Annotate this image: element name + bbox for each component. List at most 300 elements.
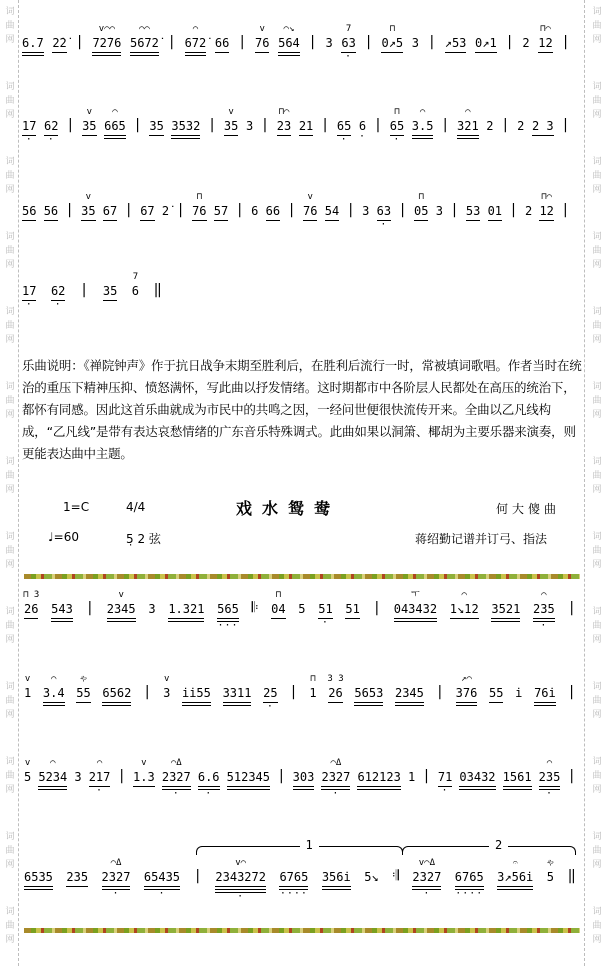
note-group	[486, 107, 493, 133]
beam-underline	[215, 889, 266, 890]
note-group	[163, 674, 170, 700]
note-text: 6765	[279, 870, 309, 884]
note-text: 67	[140, 204, 155, 218]
note-text: 23	[276, 119, 292, 133]
low-octave-dot: ·	[47, 134, 55, 145]
beam-underline	[52, 52, 66, 53]
note-group	[24, 758, 31, 784]
beam-underline	[345, 618, 359, 619]
note-text: 3	[362, 204, 370, 218]
articulation-mark: ⌒↘	[283, 24, 295, 34]
note-text: 356i̇	[321, 870, 351, 884]
volta-2-label: 2	[489, 838, 508, 852]
beam-underline	[321, 786, 350, 787]
low-octave-dot: ·	[237, 891, 245, 902]
note-text: 2327	[101, 870, 131, 884]
beam-underline	[475, 52, 497, 53]
beam-underline	[491, 618, 520, 619]
beam-underline	[214, 220, 228, 221]
note-group	[381, 24, 403, 53]
beam-underline	[51, 618, 73, 619]
note-group	[266, 192, 280, 221]
watermark-text: 词 曲 网	[5, 607, 15, 645]
note-group	[459, 758, 495, 790]
beam-underline	[271, 618, 285, 619]
barline: |	[85, 600, 95, 616]
note-group	[217, 590, 239, 630]
note-group	[293, 758, 315, 790]
articulation-mark: v	[86, 107, 93, 117]
articulation-mark: ⌒	[96, 758, 103, 768]
note-group	[214, 192, 228, 221]
beam-underline	[104, 135, 126, 136]
beam-underline	[51, 621, 73, 622]
barline: |	[308, 34, 317, 50]
beam-underline	[491, 621, 520, 622]
note-text: 376	[455, 686, 478, 700]
watermark-text: 词 曲 网	[592, 232, 602, 270]
note-group	[357, 758, 400, 790]
note-group	[255, 24, 269, 53]
beam-underline	[395, 705, 424, 706]
right-margin-line	[584, 0, 585, 966]
note-text: 1↘12	[449, 602, 479, 616]
note-group	[394, 590, 437, 622]
articulation-mark: ㅜ	[411, 590, 420, 600]
beam-underline	[354, 702, 383, 703]
note-group	[450, 590, 479, 619]
note-text: 2327	[321, 770, 351, 784]
key-signature: 1=C	[63, 500, 90, 514]
watermark-text: 词 曲 网	[5, 382, 15, 420]
note-group	[198, 758, 220, 798]
note-text: 35	[149, 119, 164, 133]
watermark-text: 词 曲 网	[592, 82, 602, 120]
tuning: 5̣ 2 弦	[126, 532, 161, 546]
beam-underline	[24, 889, 53, 890]
note-text: i̇	[515, 686, 523, 700]
note-group	[224, 107, 238, 136]
watermark-text: 词 曲 网	[592, 457, 602, 495]
articulation-mark: 7	[132, 272, 139, 282]
barline: ‖	[153, 282, 162, 298]
barline: |	[561, 202, 570, 218]
watermark-text: 词 曲 网	[592, 907, 602, 945]
note-group	[162, 758, 191, 798]
left-margin-line	[18, 0, 19, 966]
articulation-mark: ⊓	[418, 192, 424, 202]
barline: |	[142, 684, 152, 700]
low-octave-dot: ·	[25, 134, 33, 145]
articulation-mark: 3 3	[327, 674, 344, 684]
note-group	[539, 192, 553, 221]
note-text: 17	[22, 284, 37, 298]
beam-underline	[168, 621, 204, 622]
barline: |	[567, 600, 576, 616]
articulation-mark: ⌒Δ	[330, 758, 342, 768]
low-octave-dot: ·	[172, 788, 180, 799]
note-text: 35	[102, 284, 118, 298]
beam-underline	[133, 786, 155, 787]
beam-underline	[299, 135, 313, 136]
beam-underline	[412, 138, 434, 139]
beam-underline	[102, 702, 131, 703]
beam-underline	[171, 138, 200, 139]
beam-underline	[455, 886, 484, 887]
note-text: 6535	[24, 870, 53, 884]
note-group	[24, 858, 53, 890]
note-text: 0↗5	[381, 36, 404, 50]
low-octave-dot: ·	[205, 788, 213, 799]
beam-underline	[394, 621, 437, 622]
barline: |	[235, 202, 244, 218]
beam-underline	[215, 52, 229, 53]
low-octave-dot: ·	[345, 51, 353, 62]
note-text: 63	[376, 204, 392, 218]
barline: |	[117, 768, 126, 784]
beam-underline	[456, 702, 478, 703]
barline: |	[561, 117, 570, 133]
articulation-mark: ⊓	[196, 192, 202, 202]
beam-underline	[76, 702, 90, 703]
decorative-border-top	[24, 574, 580, 579]
articulation-mark: ⊓	[394, 107, 400, 117]
note-text: 57	[213, 204, 229, 218]
beam-underline	[277, 135, 291, 136]
note-text: 62	[50, 284, 66, 298]
note-text: 1	[24, 686, 32, 700]
watermark-text: 词 曲 网	[5, 757, 15, 795]
note-text: 66	[214, 36, 230, 50]
barline: |	[422, 768, 431, 784]
barline: 𝄆	[251, 600, 259, 616]
score1-row	[22, 272, 162, 312]
beam-underline	[394, 618, 437, 619]
note-text: 6765	[454, 870, 484, 884]
beam-underline	[293, 786, 315, 787]
note-text: 321	[457, 119, 479, 133]
note-group	[278, 24, 300, 56]
beam-underline	[43, 702, 65, 703]
low-octave-dot: ·	[540, 620, 548, 631]
beam-underline	[497, 889, 533, 890]
note-text: 65	[389, 119, 405, 133]
low-octave-dot: ·	[332, 788, 340, 799]
note-group	[445, 24, 467, 53]
low-octave-dot: ···	[217, 620, 239, 631]
note-group	[412, 24, 419, 50]
note-text: 043432	[393, 602, 438, 616]
beam-underline	[103, 300, 117, 301]
beam-underline	[185, 52, 207, 53]
watermark-text: 词 曲 网	[592, 682, 602, 720]
watermark-text: 词 曲 网	[5, 82, 15, 120]
note-group	[132, 272, 139, 298]
beam-underline	[381, 52, 403, 53]
note-group	[22, 24, 44, 56]
note-text: 3	[74, 770, 82, 784]
watermark-text: 词 曲 网	[592, 382, 602, 420]
note-group	[525, 192, 532, 218]
beam-underline	[395, 702, 424, 703]
note-text: 2327	[412, 870, 442, 884]
note-text: 03432	[459, 770, 496, 784]
note-group	[457, 107, 479, 139]
beam-underline	[192, 220, 206, 221]
beam-underline	[66, 886, 88, 887]
beam-underline	[22, 220, 36, 221]
score2-row	[24, 590, 576, 630]
note-text: 3.4	[42, 686, 65, 700]
beam-underline	[354, 705, 383, 706]
beam-underline	[130, 55, 159, 56]
watermark-text: 词 曲 网	[5, 232, 15, 270]
note-text: 6	[358, 119, 367, 133]
barline: |	[65, 202, 74, 218]
note-text: 3	[163, 686, 171, 700]
barline: |	[501, 117, 510, 133]
beam-underline	[503, 786, 532, 787]
articulation-mark: v	[141, 758, 147, 768]
barline: |	[289, 684, 298, 700]
barline: |	[124, 202, 133, 218]
barline: |	[398, 202, 407, 218]
note-text: 2327	[161, 770, 191, 784]
watermark-text: 词 曲 网	[5, 532, 15, 570]
beam-underline	[102, 886, 131, 887]
watermark-text: 词 曲 网	[5, 157, 15, 195]
note-text: 01	[487, 204, 503, 218]
note-text: 67	[102, 204, 118, 218]
note-text: 05	[414, 204, 429, 218]
note-text: 5672̇	[129, 36, 159, 50]
beam-underline	[539, 220, 553, 221]
beam-underline	[140, 220, 154, 221]
watermark-text: 词 曲 网	[592, 7, 602, 45]
note-group	[299, 107, 313, 136]
beam-underline	[459, 789, 495, 790]
note-text: 55	[76, 686, 91, 700]
note-group	[354, 674, 383, 706]
note-group	[489, 674, 503, 703]
barline: |	[364, 34, 373, 50]
watermark-text: 词 曲 网	[592, 607, 602, 645]
note-text: 564	[278, 36, 300, 50]
beam-underline	[497, 886, 533, 887]
barline: |	[133, 117, 142, 133]
note-group	[92, 24, 121, 56]
articulation-mark: ⊓	[389, 24, 396, 34]
beam-underline	[328, 702, 342, 703]
barline: |	[176, 202, 185, 218]
note-text: 3	[245, 119, 254, 133]
articulation-mark: ⊓⌒	[540, 24, 551, 34]
note-group	[144, 858, 180, 898]
barline: |	[237, 34, 247, 50]
note-text: 3	[435, 204, 443, 218]
note-text: 53	[465, 204, 481, 218]
note-text: 54	[324, 204, 340, 218]
barline: |	[509, 202, 518, 218]
note-text: 72̇76	[92, 36, 122, 50]
note-group	[271, 590, 285, 619]
note-text: 565	[217, 602, 239, 616]
note-text: 3	[411, 36, 420, 50]
note-group	[74, 758, 81, 784]
note-text: 76	[303, 204, 318, 218]
score2-row	[24, 758, 576, 798]
note-text: 76	[192, 204, 207, 218]
note-text: 26	[328, 686, 343, 700]
note-group	[455, 858, 484, 898]
articulation-mark: ⌒⌒	[139, 24, 150, 34]
note-text: 5	[298, 602, 306, 616]
note-group	[515, 674, 522, 700]
note-group	[337, 107, 351, 144]
beam-underline	[489, 702, 503, 703]
note-text: 65	[336, 119, 352, 133]
articulation-mark: ⊓	[310, 674, 316, 684]
beam-underline	[215, 886, 266, 887]
beam-underline	[227, 786, 270, 787]
watermark-text: 词 曲 网	[5, 907, 15, 945]
note-group	[148, 590, 155, 616]
volta-1	[196, 838, 403, 855]
note-group	[322, 858, 351, 890]
note-text: 6	[251, 204, 259, 218]
note-text: 35	[223, 119, 239, 133]
beam-underline	[457, 138, 479, 139]
note-group	[76, 674, 90, 703]
beam-underline	[81, 220, 95, 221]
watermark-text: 词 曲 网	[592, 532, 602, 570]
time-signature: 4/4	[126, 500, 146, 514]
note-group	[246, 107, 253, 133]
note-group	[130, 24, 159, 56]
beam-underline	[182, 705, 211, 706]
note-text: 5234	[38, 770, 68, 784]
note-group	[51, 272, 65, 309]
note-group	[277, 107, 291, 136]
beam-underline	[466, 220, 480, 221]
note-text: 1561	[502, 770, 532, 784]
beam-underline	[223, 702, 252, 703]
note-group	[534, 674, 556, 706]
note-group	[44, 192, 58, 221]
barline: |	[287, 202, 296, 218]
low-octave-dot: ·	[380, 219, 388, 230]
score1-row	[22, 107, 570, 147]
watermark-text: 词 曲 网	[5, 457, 15, 495]
barline: |	[373, 117, 383, 133]
beam-underline	[107, 618, 136, 619]
articulation-mark: v⌒Δ	[418, 858, 435, 868]
articulation-mark: ⌒	[541, 590, 547, 600]
note-group	[438, 758, 452, 795]
note-text: 71	[437, 770, 453, 784]
beam-underline	[171, 135, 200, 136]
note-text: 6	[131, 284, 140, 298]
note-group	[104, 107, 126, 139]
note-group	[491, 590, 520, 622]
beam-underline	[38, 786, 67, 787]
note-text: 1	[309, 686, 317, 700]
beam-underline	[414, 220, 428, 221]
note-group	[133, 758, 155, 787]
note-text: 2345	[106, 602, 136, 616]
watermark-text: 词 曲 网	[5, 832, 15, 870]
note-text: 6562	[102, 686, 132, 700]
beam-underline	[227, 789, 270, 790]
articulation-mark: ⊓⌒	[278, 107, 290, 117]
note-group	[140, 192, 154, 221]
beam-underline	[357, 786, 400, 787]
note-group	[24, 674, 31, 700]
note-group	[522, 24, 529, 50]
note-text: 51	[345, 602, 360, 616]
articulation-mark: ⊓⌒	[541, 192, 553, 202]
articulation-mark: ⌒Δ	[110, 858, 122, 868]
note-group	[414, 192, 428, 221]
watermark-text: 词 曲 网	[592, 832, 602, 870]
beam-underline	[533, 618, 555, 619]
note-text: 56	[22, 204, 37, 218]
note-text: 2	[517, 119, 525, 133]
beam-underline	[278, 55, 300, 56]
note-group	[309, 674, 316, 700]
beam-underline	[279, 886, 308, 887]
note-group	[38, 758, 67, 790]
note-text: 1.321	[168, 602, 205, 616]
note-text: 2̇2̇	[52, 36, 67, 50]
barline: |	[320, 117, 330, 133]
note-text: 51	[318, 602, 333, 616]
note-text: 3311	[222, 686, 252, 700]
barline: |	[567, 768, 576, 784]
beam-underline	[198, 786, 220, 787]
articulation-mark: ⌒	[50, 758, 56, 768]
note-group	[345, 590, 359, 619]
note-group	[44, 107, 58, 144]
note-group	[395, 674, 424, 706]
note-group	[325, 24, 332, 50]
note-group	[52, 24, 66, 53]
note-text: 2345	[394, 686, 424, 700]
note-group	[533, 590, 555, 630]
description-paragraph: 乐曲说明：《禅院钟声》作于抗日战争末期至胜利后，在胜利后流行一时，常被填词歌唱。作者当时在统治的重压下精神压抑、愤怒满怀，写此曲以抒发情绪。这时期都市中各阶层人民都处在高压的统治下，都怀有同感。因此这首乐曲就成为市民中的共鸣之因，一经问世便很快流传开来。全曲以乙凡线构成，“乙凡线”是带有表达哀愁情绪的广东音乐特殊调式。此曲如果以洞箫、椰胡为主要乐器来演奏，则更能表达曲中主题。	[22, 358, 582, 461]
beam-underline	[322, 886, 351, 887]
watermark-text: 词 曲 网	[5, 682, 15, 720]
note-text: 235	[66, 870, 89, 884]
note-group	[89, 758, 111, 795]
low-octave-dot: ·	[96, 785, 104, 796]
score2-row	[24, 858, 576, 902]
barline: |	[435, 684, 444, 700]
note-group	[107, 590, 136, 622]
note-text: 543	[51, 602, 73, 616]
beam-underline	[459, 786, 495, 787]
articulation-mark: v⌒	[235, 858, 247, 868]
note-group	[503, 758, 532, 790]
note-group	[215, 24, 229, 53]
beam-underline	[357, 789, 400, 790]
note-text: 62	[44, 119, 59, 133]
note-text: 17	[22, 119, 37, 133]
barline: |	[567, 684, 576, 700]
beam-underline	[503, 789, 532, 790]
articulation-mark: ⌒	[465, 107, 471, 117]
score2-row	[24, 674, 576, 714]
